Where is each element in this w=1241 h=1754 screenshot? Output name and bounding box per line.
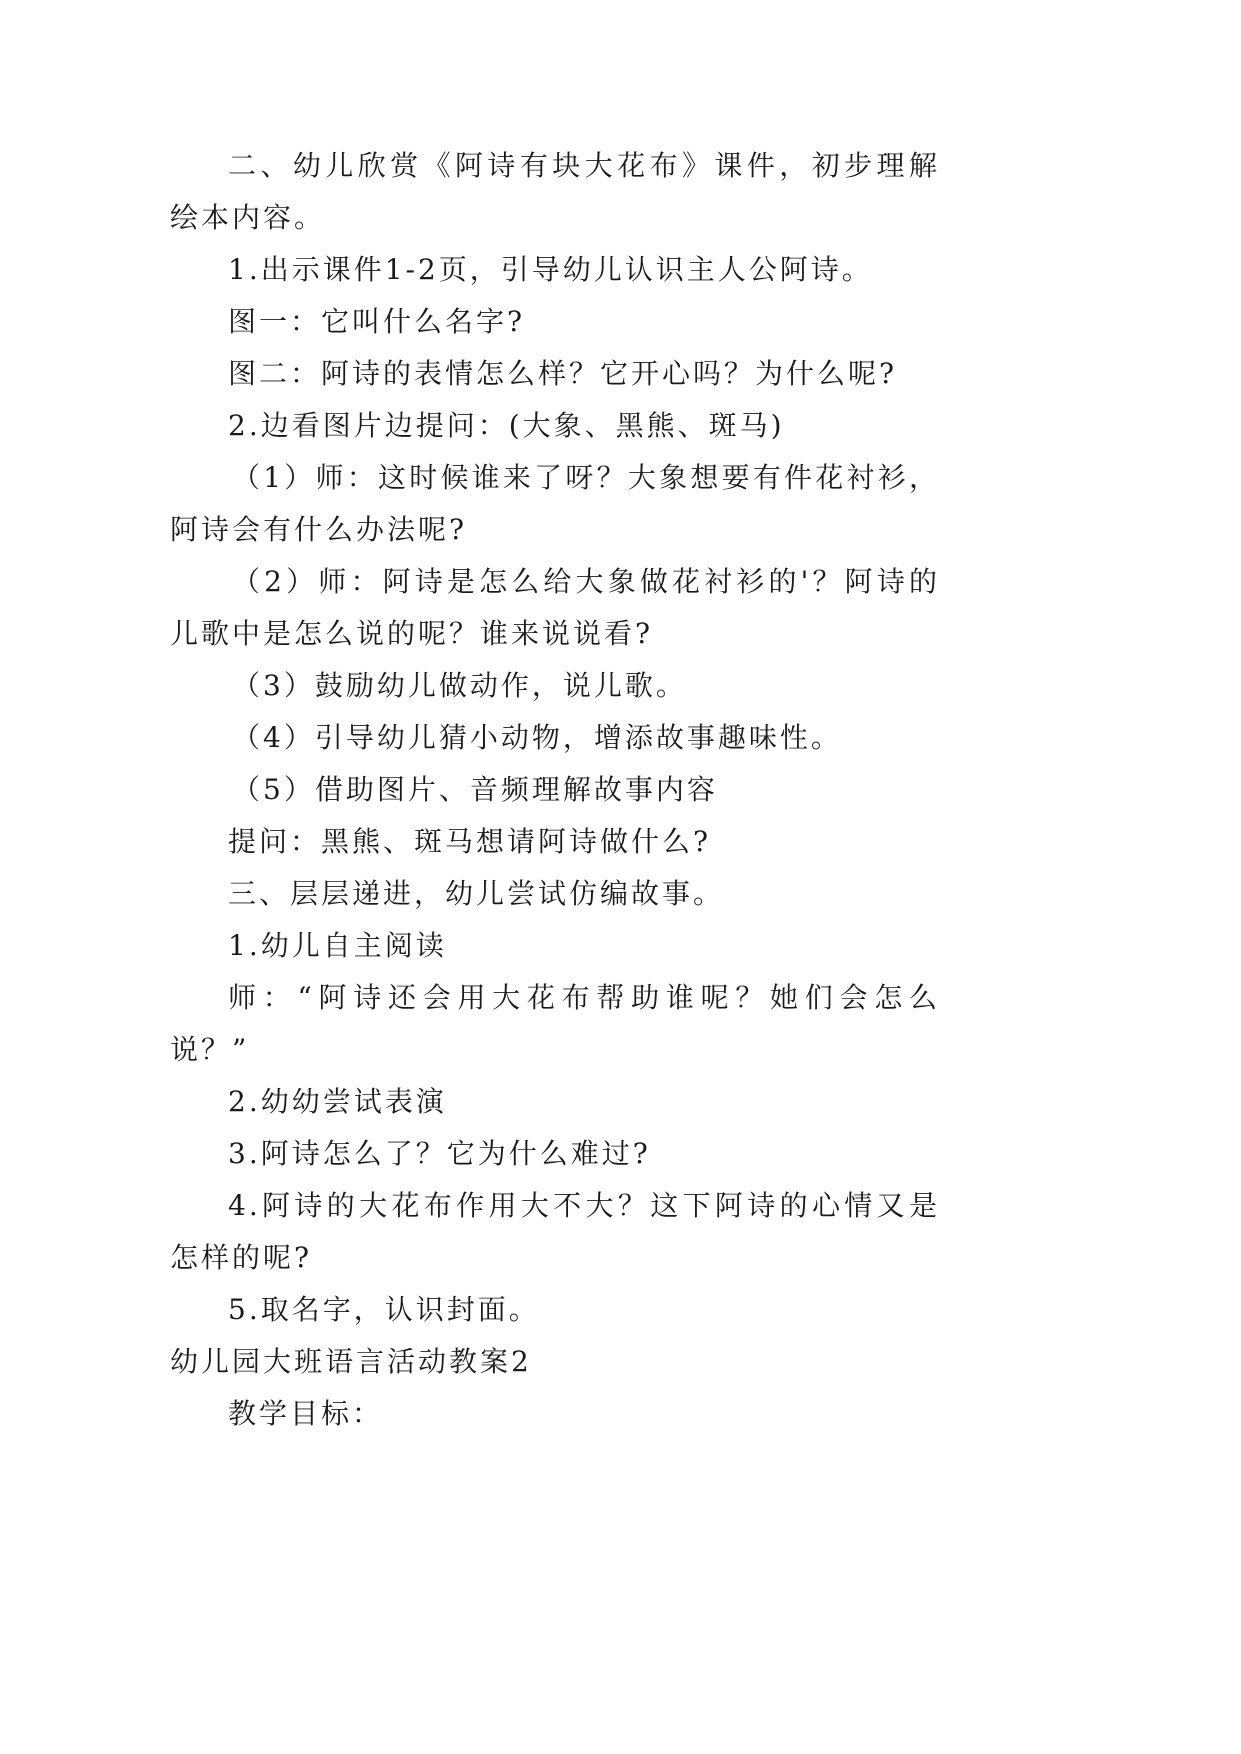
document-body [170, 140, 940, 1440]
paragraph: 师：“阿诗还会用大花布帮助谁呢？她们会怎么说？” [170, 981, 940, 1066]
paragraph: 2.幼幼尝试表演 [228, 1085, 447, 1118]
paragraph: （1）师：这时候谁来了呀？大象想要有件花衬衫，阿诗会有什么办法呢? [170, 461, 940, 546]
paragraph: （4）引导幼儿猜小动物，增添故事趣味性。 [232, 721, 842, 754]
paragraph: 图一：它叫什么名字? [228, 305, 526, 338]
paragraph: 提问：黑熊、斑马想请阿诗做什么? [228, 825, 712, 858]
section-heading: 二、幼儿欣赏《阿诗有块大花布》课件，初步理解绘本内容。 [170, 149, 940, 234]
paragraph: 教学目标： [228, 1397, 384, 1430]
paragraph: 4.阿诗的大花布作用大不大？这下阿诗的心情又是怎样的呢? [170, 1189, 940, 1274]
paragraph: （5）借助图片、音频理解故事内容 [232, 773, 718, 806]
paragraph: （3）鼓励幼儿做动作，说儿歌。 [232, 669, 687, 702]
paragraph: 图二：阿诗的表情怎么样？它开心吗？为什么呢? [228, 357, 898, 390]
paragraph: 1.幼儿自主阅读 [228, 929, 447, 962]
section-heading: 三、层层递进，幼儿尝试仿编故事。 [228, 877, 725, 910]
paragraph: （2）师：阿诗是怎么给大象做花衬衫的'？阿诗的儿歌中是怎么说的呢？谁来说说看? [170, 565, 940, 650]
document-subtitle: 幼儿园大班语言活动教案2 [170, 1345, 532, 1378]
paragraph: 5.取名字，认识封面。 [228, 1293, 540, 1326]
paragraph: 1.出示课件1-2页，引导幼儿认识主人公阿诗。 [228, 253, 873, 286]
paragraph: 3.阿诗怎么了？它为什么难过? [228, 1137, 651, 1170]
paragraph: 2.边看图片边提问：(大象、黑熊、斑马) [228, 409, 785, 442]
